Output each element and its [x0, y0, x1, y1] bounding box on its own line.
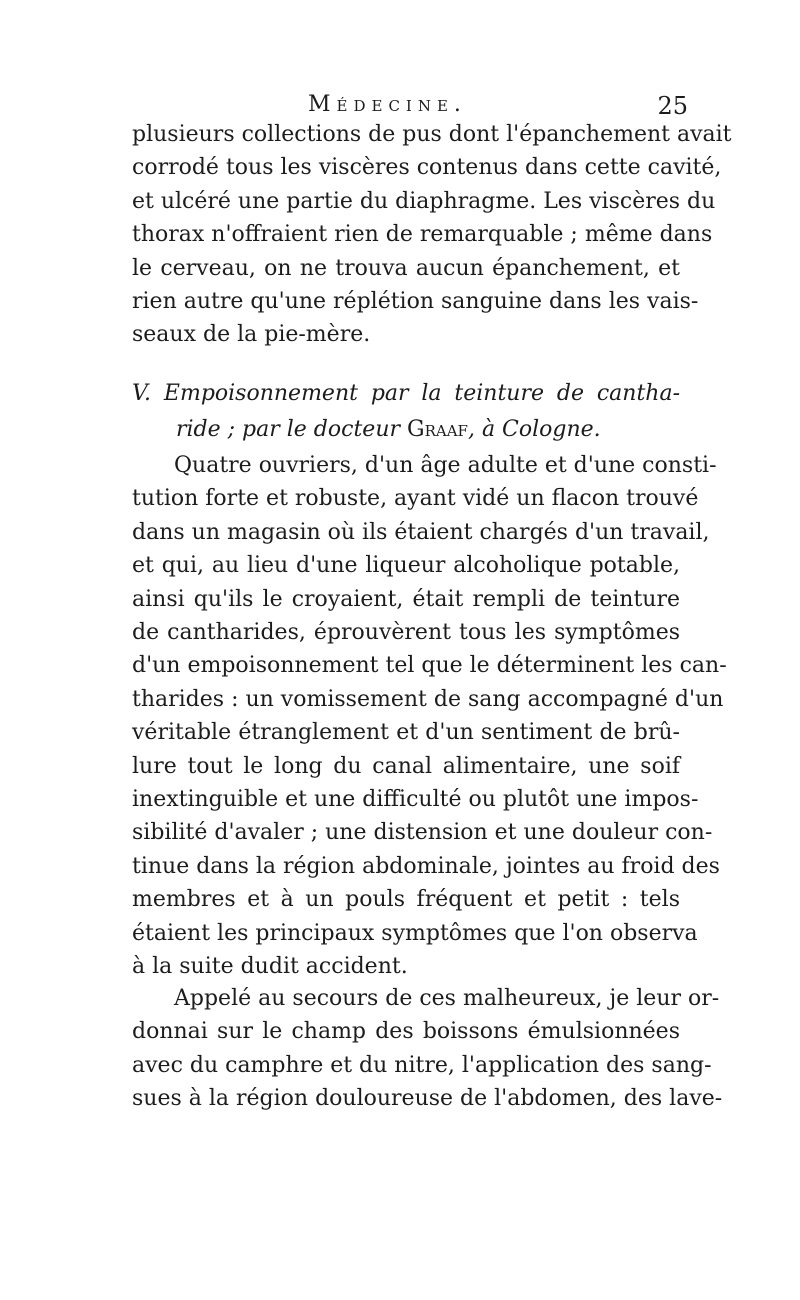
text-line: et qui, au lieu d'une liqueur alcoholique potable, — [132, 553, 680, 579]
paragraph — [132, 982, 723, 1116]
text-line: lure tout le long du canal alimentaire, une soif — [132, 753, 680, 779]
text-line: thorax n'offraient rien de remarquable ; même dans — [132, 222, 713, 248]
text-line: membres et à un pouls fréquent et petit : tels — [132, 887, 680, 913]
text-line: sues à la région douloureuse de l'abdomen, des lave- — [132, 1086, 723, 1112]
text-line: rien autre qu'une réplétion sanguine dans les vais- — [132, 289, 699, 315]
text-line: étaient les principaux symptômes que l'on observa — [132, 920, 698, 946]
text-line: de cantharides, éprouvèrent tous les symptômes — [132, 620, 680, 646]
text-line: ainsi qu'ils le croyaient, était rempli de teinture — [132, 586, 680, 612]
text-line: corrodé tous les viscères contenus dans cette cavité, — [132, 155, 722, 181]
text-line: seaux de la pie-mère. — [132, 322, 371, 348]
text-line: avec du camphre et du nitre, l'application des sang- — [132, 1052, 712, 1078]
section-heading — [132, 376, 680, 448]
text-line: plusieurs collections de pus dont l'épanchement avait — [132, 122, 732, 147]
paragraph — [132, 449, 727, 984]
heading-line: V. Empoisonnement par la teinture de cantha- — [132, 381, 680, 406]
running-title: Médecine. — [308, 92, 467, 117]
text-line: le cerveau, on ne trouva aucun épanchement, et — [132, 255, 680, 281]
author-name: Graaf — [407, 417, 468, 442]
heading-text: ride ; par le docteur — [176, 417, 407, 442]
text-line: véritable étranglement et d'un sentiment de brû- — [132, 720, 680, 746]
text-line: tinue dans la région abdominale, jointes au froid des — [132, 853, 720, 879]
text-line: dans un magasin où ils étaient chargés d'un travail, — [132, 519, 710, 545]
text-line: à la suite dudit accident. — [132, 954, 408, 980]
heading-line — [132, 412, 680, 448]
text-line: tution forte et robuste, ayant vidé un flacon trouvé — [132, 486, 699, 512]
text-line: tharides : un vomissement de sang accompagné d'un — [132, 686, 724, 712]
text-line: Quatre ouvriers, d'un âge adulte et d'une consti- — [174, 453, 717, 478]
text-line: et ulcéré une partie du diaphragme. Les viscères du — [132, 188, 716, 214]
heading-text: , à Cologne. — [467, 417, 601, 442]
text-line: sibilité d'avaler ; une distension et une douleur con- — [132, 820, 713, 846]
paragraph-continuation — [132, 118, 732, 352]
text-line: Appelé au secours de ces malheureux, je leur or- — [174, 986, 720, 1011]
text-line: inextinguible et une difficulté ou plutôt une impos- — [132, 787, 699, 813]
text-line: donnai sur le champ des boissons émulsionnées — [132, 1019, 680, 1045]
text-line: d'un empoisonnement tel que le déterminent les can- — [132, 653, 727, 679]
page-number: 25 — [657, 92, 688, 120]
